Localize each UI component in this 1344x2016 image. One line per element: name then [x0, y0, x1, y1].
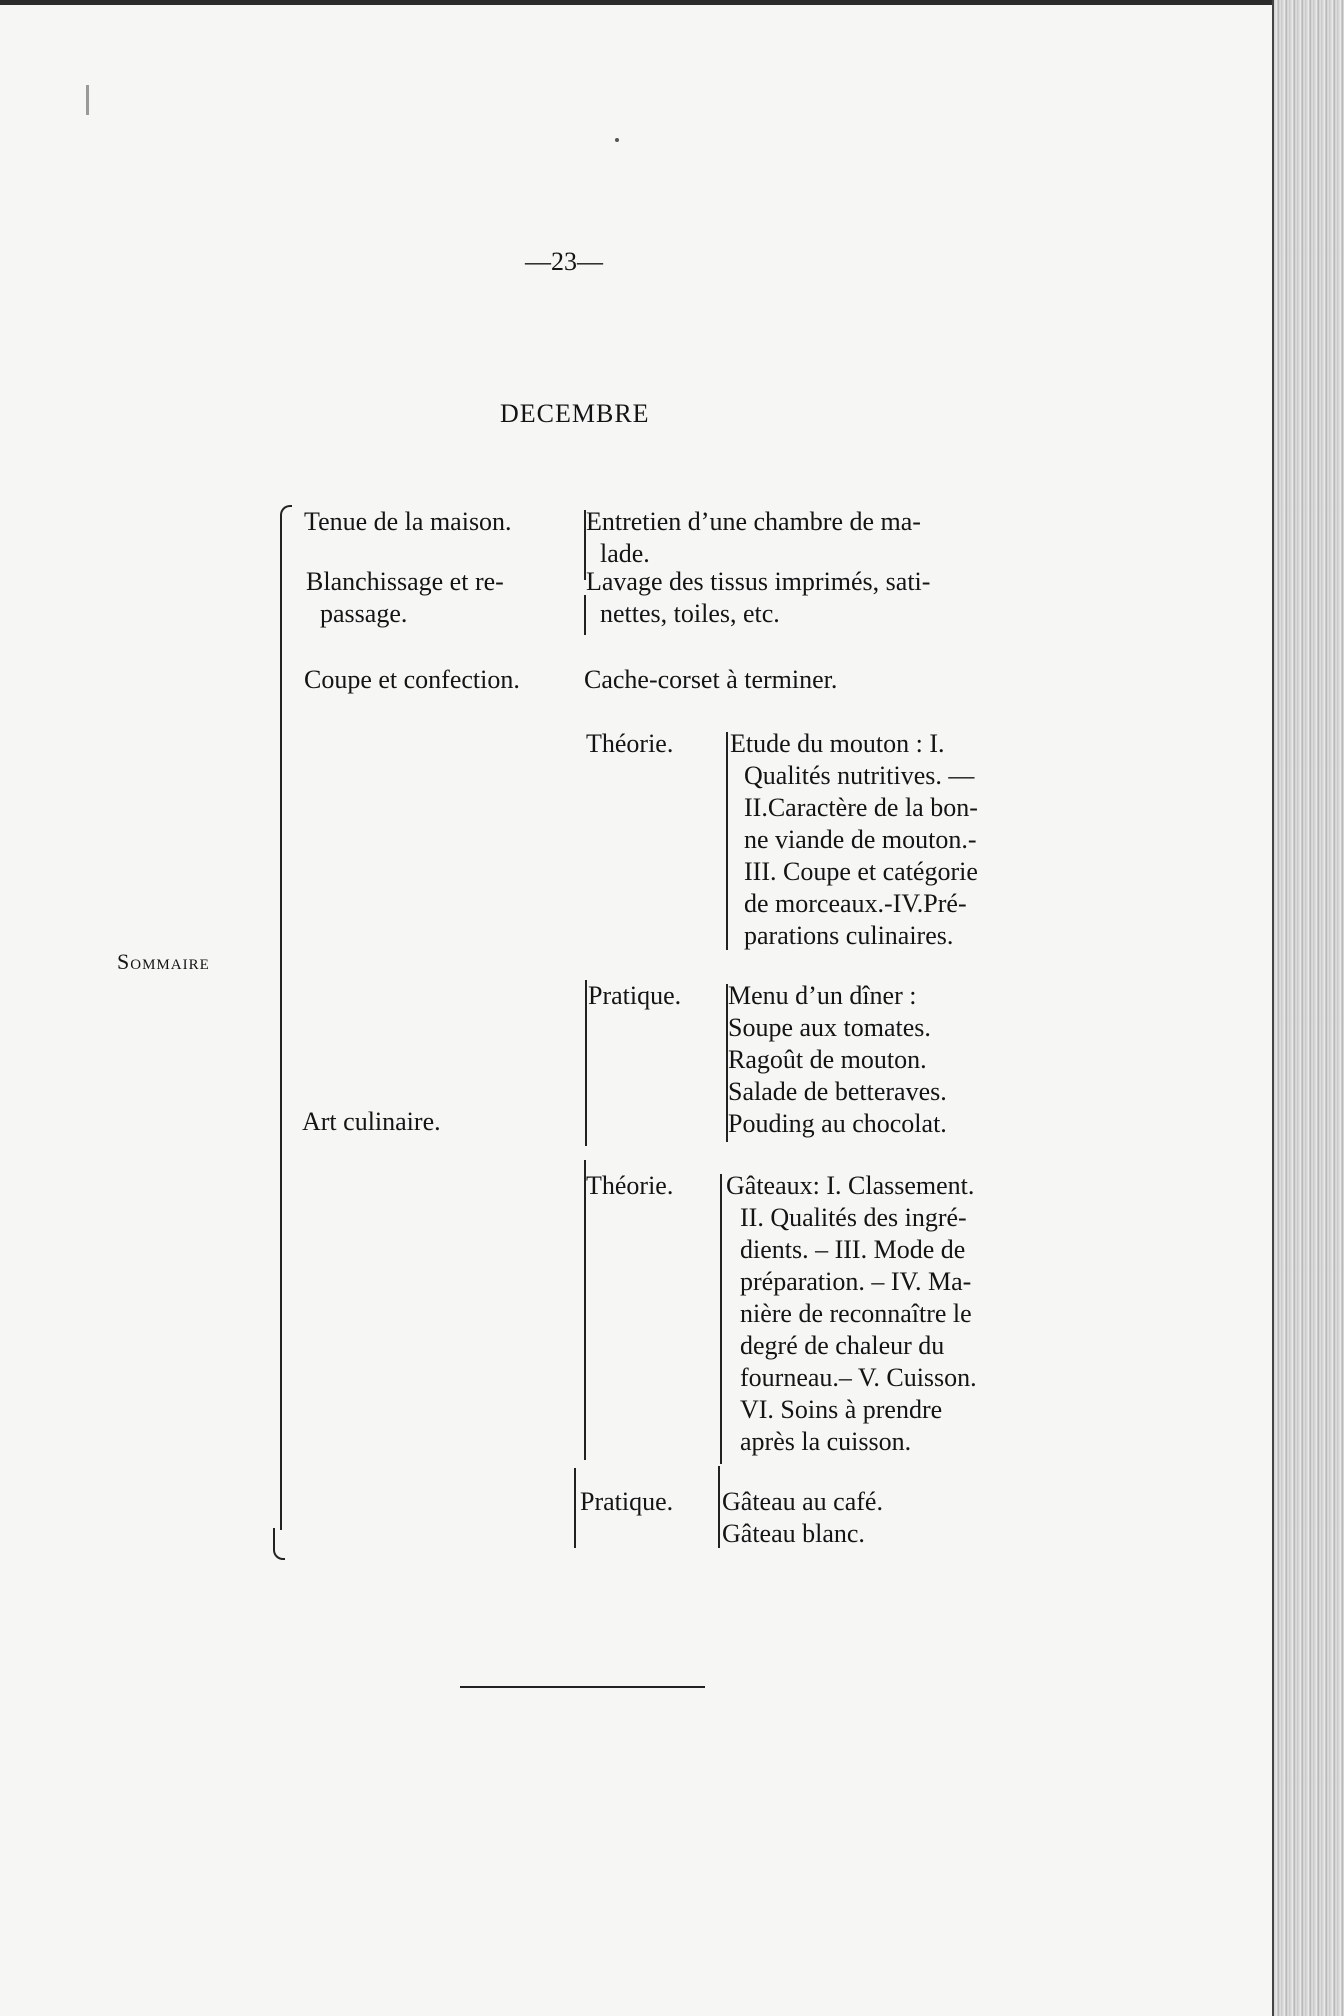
- page-number: —23—: [525, 247, 603, 276]
- page-top-edge: [0, 0, 1290, 5]
- ink-speck: [615, 138, 619, 142]
- column-divider: [720, 1174, 722, 1464]
- section-content-tenue: Entretien d’une chambre de ma- lade.: [586, 507, 921, 568]
- column-divider: [574, 1468, 576, 1548]
- closing-rule: [460, 1686, 705, 1688]
- column-divider: [726, 732, 728, 950]
- section-label-blanchissage: Blanchissage et re- passage.: [306, 567, 504, 628]
- section-label-coupe: Coupe et confection.: [304, 665, 520, 694]
- subsection-label-pratique-2: Pratique.: [580, 1487, 674, 1516]
- pratique-2-list: Gâteau au café. Gâteau blanc.: [722, 1487, 883, 1548]
- book-page-edges: [1272, 0, 1344, 2016]
- section-content-blanchissage: Lavage des tissus imprimés, sati- nettes, toiles, etc.: [586, 567, 931, 628]
- section-content-coupe: Cache-corset à terminer.: [584, 665, 838, 694]
- column-divider: [585, 980, 587, 1146]
- subsection-label-pratique-1: Pratique.: [588, 981, 682, 1010]
- theorie-2-text: Gâteaux: I. Classement. II. Qualités des ingré- dients. – III. Mode de préparation. – IV. Ma- nière de reconnaître le degré de chaleur du fourneau.– V. Cuisson. VI. Soins à prendre après la cuisson.: [726, 1171, 977, 1456]
- section-label-art-culinaire: Art culinaire.: [302, 1107, 441, 1136]
- subsection-label-theorie-1: Théorie.: [586, 729, 674, 758]
- brace-line: [280, 515, 282, 1530]
- pratique-1-menu: Menu d’un dîner : Soupe aux tomates. Ragoût de mouton. Salade de betteraves. Pouding au chocolat.: [728, 981, 947, 1138]
- brace-bottom: [273, 1528, 285, 1560]
- column-divider: [718, 1466, 720, 1548]
- section-label-tenue: Tenue de la maison.: [304, 507, 512, 536]
- sommaire-label: Sommaire: [117, 949, 210, 974]
- theorie-1-text: Etude du mouton : I. Qualités nutritives. — II.Caractère de la bon- ne viande de mouton.- III. Coupe et catégorie de morceaux.-IV.Pré- parations culinaires.: [730, 729, 978, 950]
- subsection-label-theorie-2: Théorie.: [586, 1171, 674, 1200]
- page-title: DECEMBRE: [500, 399, 650, 428]
- spine-mark: [86, 85, 89, 115]
- column-divider: [584, 1160, 586, 1460]
